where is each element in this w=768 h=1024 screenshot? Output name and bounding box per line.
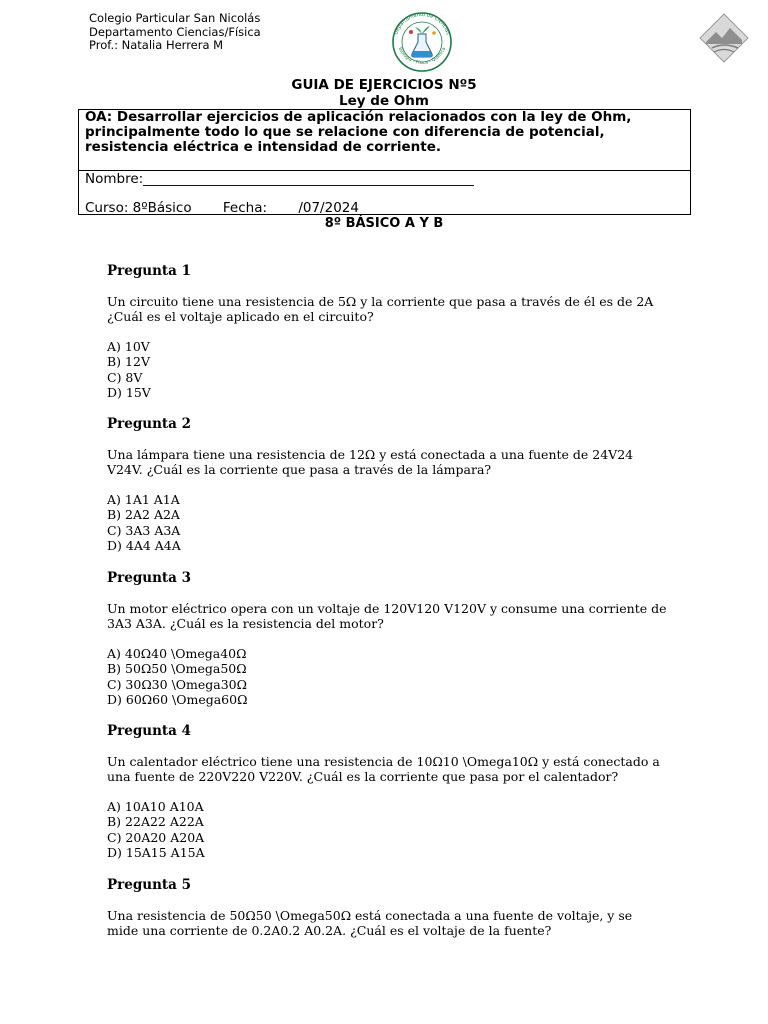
department-name: Departamento Ciencias/Física	[89, 24, 261, 39]
question-title: Pregunta 2	[107, 416, 191, 432]
course-date-line: Curso: 8ºBásico____ Fecha: ____/07/2024	[85, 200, 359, 216]
option-a: A) 10A10 A10A	[107, 798, 204, 814]
option-d: D) 60Ω60 \Omega60Ω	[107, 692, 248, 707]
option-b: B) 22A22 A22A	[107, 814, 204, 829]
question-5	[107, 878, 667, 939]
question-1	[107, 264, 667, 401]
option-a: A) 1A1 A1A	[107, 491, 180, 507]
option-d: D) 15A15 A15A	[107, 845, 205, 860]
course-subtitle: 8º BÁSICO A Y B	[324, 216, 444, 231]
worksheet-title: GUIA DE EJERCICIOS Nº5	[291, 77, 477, 93]
answer-options	[107, 339, 667, 401]
question-text: Un circuito tiene una resistencia de 5Ω y la corriente que pasa a través de él es de 2A ¿Cuál es el voltaje aplicado en el circuito?	[107, 293, 654, 324]
objective-box	[78, 109, 691, 215]
svg-text:Departamento de Ciencias: Departamento de Ciencias	[393, 12, 451, 36]
option-c: C) 3A3 A3A	[107, 522, 181, 538]
svg-text:Biología - Física - Química: Biología - Física - Química	[396, 46, 448, 67]
option-d: D) 15V	[107, 385, 151, 400]
option-c: C) 30Ω30 \Omega30Ω	[107, 676, 247, 692]
name-field-line: Nombre:_________________________________________________	[85, 171, 474, 187]
option-b: B) 2A2 A2A	[107, 507, 180, 522]
option-a: A) 40Ω40 \Omega40Ω	[107, 645, 247, 661]
school-name: Colegio Particular San Nicolás	[89, 11, 261, 25]
option-a: A) 10V	[107, 338, 150, 354]
question-text: Un motor eléctrico opera con un voltaje de 120V120 V120V y consume una corriente de 3A3 A3A. ¿Cuál es la resistencia del motor?	[107, 600, 667, 631]
option-c: C) 8V	[107, 369, 143, 385]
worksheet-subject: Ley de Ohm	[339, 93, 429, 109]
teacher-name: Prof.: Natalia Herrera M	[89, 38, 224, 52]
question-4	[107, 724, 667, 861]
question-text: Una resistencia de 50Ω50 \Omega50Ω está conectada a una fuente de voltaje, y se mide una corriente de 0.2A0.2 A0.2A. ¿Cuál es el voltaje de la fuente?	[107, 907, 633, 938]
answer-options	[107, 799, 667, 861]
question-title: Pregunta 4	[107, 723, 191, 739]
option-c: C) 20A20 A20A	[107, 829, 205, 845]
school-header	[89, 12, 261, 53]
question-title: Pregunta 5	[107, 877, 191, 893]
learning-objective: OA: Desarrollar ejercicios de aplicación relacionados con la ley de Ohm, principalmente todo lo que se relacione con diferencia de potencial, resistencia eléctrica e intensidad de corriente.	[85, 109, 632, 155]
question-title: Pregunta 3	[107, 570, 191, 586]
option-b: B) 50Ω50 \Omega50Ω	[107, 661, 247, 676]
question-2	[107, 417, 667, 554]
department-seal-logo	[386, 12, 458, 72]
option-b: B) 12V	[107, 354, 150, 369]
answer-options	[107, 492, 667, 554]
question-text: Un calentador eléctrico tiene una resistencia de 10Ω10 \Omega10Ω y está conectado a una fuente de 220V220 V220V. ¿Cuál es la corriente que pasa por el calentador?	[107, 753, 660, 784]
answer-options	[107, 646, 667, 708]
question-text: Una lámpara tiene una resistencia de 12Ω y está conectada a una fuente de 24V24 V24V. ¿Cuál es la corriente que pasa a través de la lámpara?	[107, 446, 634, 477]
mountain-logo	[698, 12, 750, 64]
question-3	[107, 571, 667, 708]
question-title: Pregunta 1	[107, 263, 191, 279]
option-d: D) 4A4 A4A	[107, 538, 181, 553]
